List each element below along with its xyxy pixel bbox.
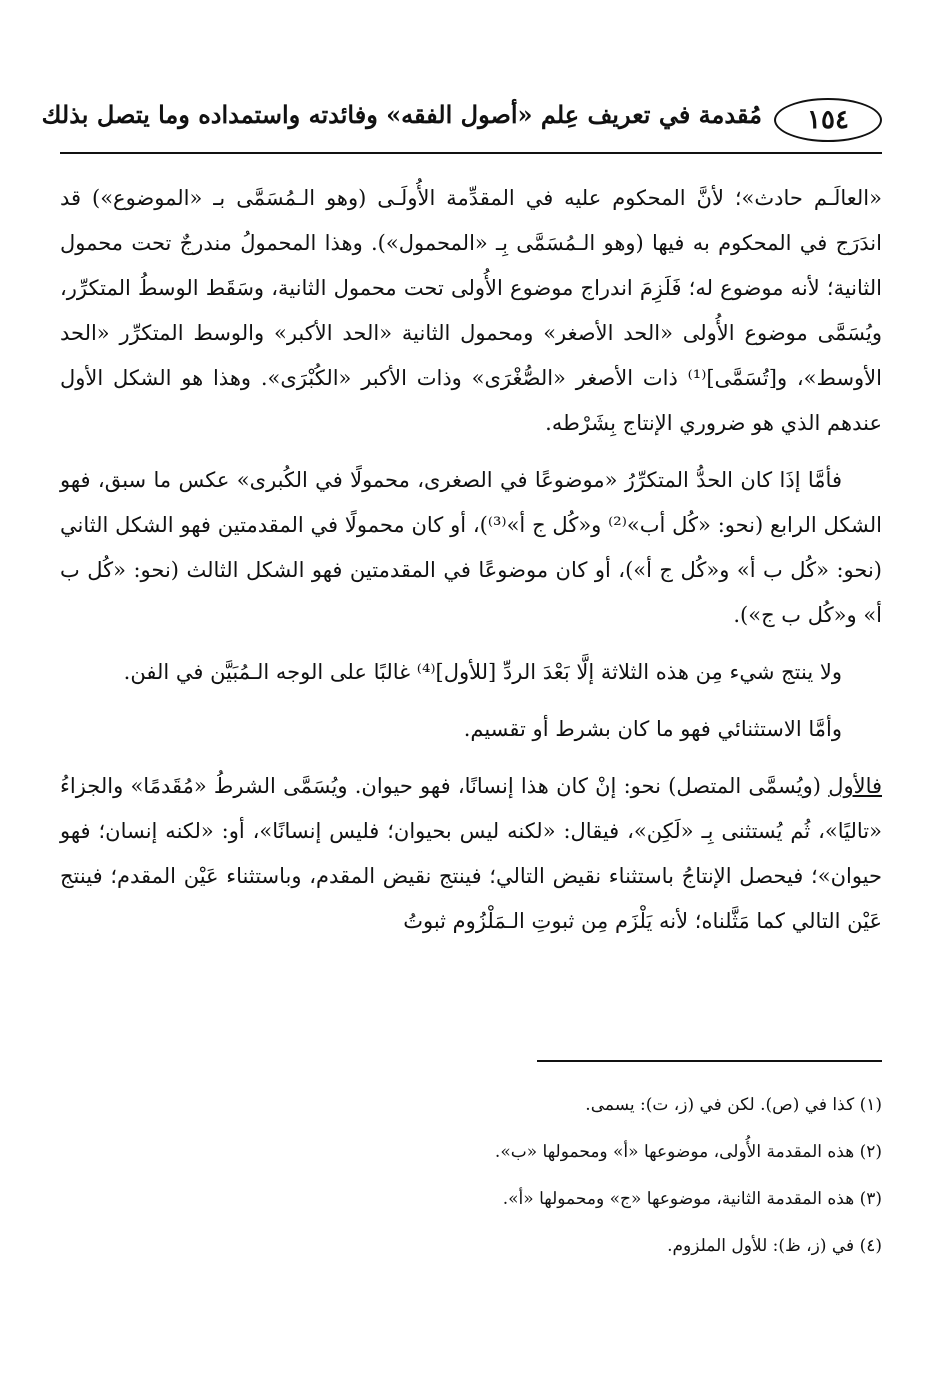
footnote-separator bbox=[537, 1060, 882, 1062]
paragraph: فأمَّا إذَا كان الحدُّ المتكرِّرُ «موضوعًا في الصغرى، محمولًا في الكُبرى» عكس ما سبق، فهو الشكل الرابع (نحو: «كُل أب»⁽²⁾ و«كُل ج أ»⁽³⁾)، أو كان محمولًا في المقدمتين فهو الشكل الثاني (نحو: «كُل ب أ» و«كُل ج أ»)، أو كان موضوعًا في المقدمتين فهو الشكل الثالث (نحو: «كُل ب أ» و«كُل ب ج»). bbox=[60, 468, 882, 627]
running-title: مُقدمة في تعريف عِلم «أصول الفقه» وفائدته واستمداده وما يتصل بذلك bbox=[41, 100, 762, 129]
footnote: (١) كذا في (ص). لكن في (ز، ت): يسمى. bbox=[585, 1095, 882, 1115]
paragraph: «العالَـم حادث»؛ لأنَّ المحكوم عليه في المقدِّمة الأُولَـى (وهو الـمُسَمَّى بـ «الموضوع») قد اندَرَج في المحكوم به فيها (وهو الـمُسَمَّى بِـ «المحمول»). وهذا المحمولُ مندرجٌ تحت محمول الثانية؛ لأنه موضوع له؛ فَلَزِمَ اندراج موضوع الأُولى تحت محمول الثانية، وسَقَط الوسطُ المتكرِّر، ويُسَمَّى موضوع الأُولى «الحد الأصغر» ومحمول الثانية «الحد الأكبر» والوسط المتكرِّر «الحد الأوسط»، و[تُسَمَّى]⁽¹⁾ ذات الأصغر «الصُّغْرَى» وذات الأكبر «الكُبْرَى». وهذا هو الشكل الأول عندهم الذي هو ضروري الإنتاج بِشَرْطه. bbox=[60, 186, 882, 435]
paragraph bbox=[60, 764, 882, 944]
page-header bbox=[41, 90, 882, 154]
page-number: ١٥٤ bbox=[774, 98, 882, 142]
footnote: (٤) في (ز، ظ): للأول الملزوم. bbox=[667, 1236, 882, 1256]
paragraph: وأمَّا الاستثنائي فهو ما كان بشرط أو تقسيم. bbox=[463, 717, 842, 741]
underlined-term: فالأول bbox=[828, 774, 882, 798]
main-text bbox=[60, 176, 882, 944]
paragraph-text: (ويُسمَّى المتصل) نحو: إنْ كان هذا إنسانًا، فهو حيوان. ويُسَمَّى الشرطُ «مُقَدمًا» والجزاءُ «تاليًا»، ثُم يُستثنى بِـ «لَكِن»، فيقال: «لكنه ليس بحيوان؛ فليس إنسانًا»، أو: «لكنه إنسان؛ فهو حيوان»؛ فيحصل الإنتاجُ باستثناء نقيض التالي؛ فينتج نقيض المقدم، وباستثناء عَيْن المقدم؛ فينتج عَيْن التالي كما مَثَّلناه؛ لأنه يَلْزَم مِن ثبوتِ الـمَلْزُوم ثبوتُ bbox=[60, 774, 882, 933]
book-page bbox=[41, 90, 882, 1350]
footnote: (٣) هذه المقدمة الثانية، موضوعها «ج» ومحمولها «أ». bbox=[502, 1189, 882, 1209]
footnotes bbox=[60, 1082, 882, 1270]
paragraph: ولا ينتج شيء مِن هذه الثلاثة إلَّا بَعْدَ الردِّ [للأول]⁽⁴⁾ غالبًا على الوجه الـمُبَيَّن في الفن. bbox=[123, 660, 842, 684]
footnote: (٢) هذه المقدمة الأُولى، موضوعها «أ» ومحمولها «ب». bbox=[494, 1142, 882, 1162]
